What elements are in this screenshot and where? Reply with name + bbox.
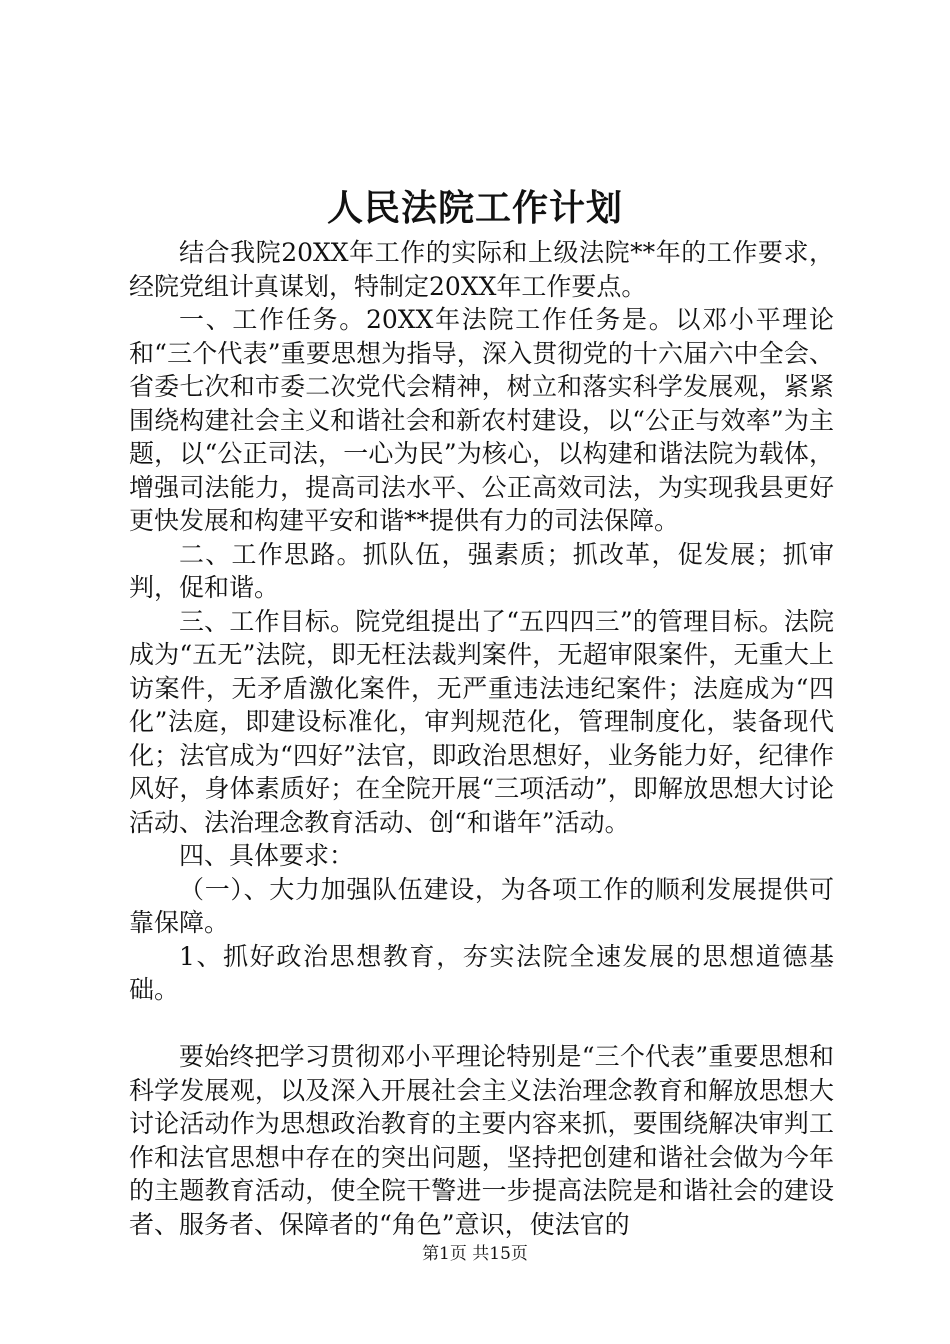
document-title: 人民法院工作计划 [326, 187, 623, 229]
section-requirements-heading: 四、具体要求： [179, 841, 355, 870]
section-work-goals: 三、工作目标。院党组提出了“五四四三”的管理目标。法院成为“五无”法院，即无枉法裁判案件，无超审限案件，无重大上访案件，无矛盾激化案件，无严重违法违纪案件；法庭成为“四化”法庭，即建设标准化，审判规范化，管理制度化，装备现代化；法官成为“四好”法官，即政治思想好，业务能力好，纪律作风好，身体素质好；在全院开展“三项活动”，即解放思想大讨论活动、法治理念教育活动、创“和谐年”活动。 [129, 606, 834, 837]
page-footer: 第1页 共15页 [422, 1244, 528, 1264]
paragraph-study-requirements: 要始终把学习贯彻邓小平理论特别是“三个代表”重要思想和科学发展观，以及深入开展社会主义法治理念教育和解放思想大讨论活动作为思想政治教育的主要内容来抓，要围绕解决审判工作和法官思想中存在的突出问题，坚持把创建和谐社会做为今年的主题教育活动，使全院干警进一步提高法院是和谐社会的建设者、服务者、保障者的“角色”意识，使法官的 [129, 1042, 834, 1239]
section-work-tasks: 一、工作任务。20XX年法院工作任务是。以邓小平理论和“三个代表”重要思想为指导，深入贯彻党的十六届六中全会、省委七次和市委二次党代会精神，树立和落实科学发展观，紧紧围绕构建社会主义和谐社会和新农村建设，以“公正与效率”为主题，以“公正司法，一心为民”为核心，以构建和谐法院为载体，增强司法能力，提高司法水平、公正高效司法，为实现我县更好更快发展和构建平安和谐**提供有力的司法保障。 [129, 305, 834, 535]
document-body [129, 236, 834, 1241]
item-political-education: 1、抓好政治思想教育，夯实法院全速发展的思想道德基础。 [129, 941, 834, 1004]
intro-paragraph: 结合我院20XX年工作的实际和上级法院**年的工作要求，经院党组计真谋划，特制定20XX年工作要点。 [129, 238, 834, 301]
subsection-team-building: （一）、大力加强队伍建设，为各项工作的顺利发展提供可靠保障。 [129, 874, 834, 937]
section-work-approach: 二、工作思路。抓队伍，强素质；抓改革，促发展；抓审判，促和谐。 [129, 539, 834, 602]
